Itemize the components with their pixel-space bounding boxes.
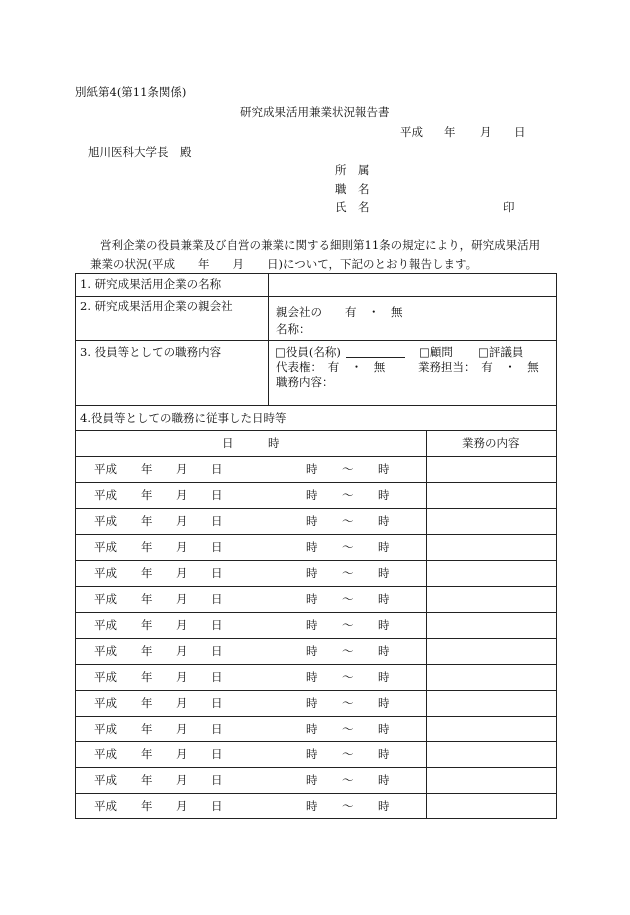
schedule-sep: ～ [342, 773, 354, 787]
schedule-to: 時 [378, 696, 390, 710]
schedule-y: 年 [141, 799, 153, 813]
councilor-checkbox[interactable]: □評議員 [478, 345, 524, 359]
schedule-era: 平成 [94, 670, 117, 684]
schedule-m: 月 [176, 722, 188, 736]
schedule-m: 月 [176, 488, 188, 502]
representative-right: 代表権： 有 ・ 無 [276, 360, 386, 374]
schedule-m: 月 [176, 644, 188, 658]
schedule-to: 時 [378, 566, 390, 580]
addressee: 旭川医科大学長 殿 [88, 145, 192, 159]
schedule-era: 平成 [94, 618, 117, 632]
schedule-era: 平成 [94, 488, 117, 502]
schedule-d: 日 [211, 670, 223, 684]
schedule-to: 時 [378, 644, 390, 658]
schedule-to: 時 [378, 747, 390, 761]
schedule-era: 平成 [94, 696, 117, 710]
schedule-era: 平成 [94, 799, 117, 813]
row4-label: 4.役員等としての職務に従事した日時等 [80, 411, 287, 425]
schedule-era: 平成 [94, 747, 117, 761]
column-work-content: 業務の内容 [462, 436, 520, 450]
body-line-1: 営利企業の役員兼業及び自営の兼業に関する細則第11条の規定により，研究成果活用 [100, 238, 541, 252]
schedule-to: 時 [378, 670, 390, 684]
schedule-from: 時 [306, 592, 318, 606]
schedule-sep: ～ [342, 592, 354, 606]
schedule-d: 日 [211, 566, 223, 580]
schedule-y: 年 [141, 644, 153, 658]
schedule-d: 日 [211, 696, 223, 710]
schedule-era: 平成 [94, 644, 117, 658]
schedule-y: 年 [141, 618, 153, 632]
schedule-sep: ～ [342, 799, 354, 813]
schedule-y: 年 [141, 696, 153, 710]
date-era: 平成 [400, 125, 423, 139]
affiliation-label: 所 属 [335, 163, 370, 177]
schedule-era: 平成 [94, 540, 117, 554]
position-label: 職 名 [335, 182, 370, 196]
schedule-d: 日 [211, 773, 223, 787]
body-line-2: 兼業の状況(平成 年 月 日)について，下記のとおり報告します。 [90, 257, 478, 271]
schedule-from: 時 [306, 722, 318, 736]
officer-checkbox[interactable]: □役員(名称) [275, 345, 341, 359]
schedule-d: 日 [211, 592, 223, 606]
schedule-y: 年 [141, 592, 153, 606]
schedule-to: 時 [378, 540, 390, 554]
schedule-sep: ～ [342, 540, 354, 554]
schedule-from: 時 [306, 696, 318, 710]
schedule-from: 時 [306, 540, 318, 554]
schedule-m: 月 [176, 618, 188, 632]
schedule-era: 平成 [94, 773, 117, 787]
schedule-y: 年 [141, 670, 153, 684]
date-year: 年 [444, 125, 456, 139]
schedule-m: 月 [176, 696, 188, 710]
schedule-m: 月 [176, 799, 188, 813]
schedule-m: 月 [176, 540, 188, 554]
name-label: 氏 名 [335, 200, 370, 214]
schedule-from: 時 [306, 514, 318, 528]
schedule-era: 平成 [94, 722, 117, 736]
date-day: 日 [514, 125, 526, 139]
schedule-m: 月 [176, 592, 188, 606]
schedule-m: 月 [176, 462, 188, 476]
schedule-from: 時 [306, 462, 318, 476]
schedule-era: 平成 [94, 462, 117, 476]
schedule-d: 日 [211, 540, 223, 554]
schedule-sep: ～ [342, 722, 354, 736]
schedule-to: 時 [378, 799, 390, 813]
schedule-y: 年 [141, 722, 153, 736]
schedule-sep: ～ [342, 747, 354, 761]
schedule-y: 年 [141, 540, 153, 554]
row2-label: 2. 研究成果活用企業の親会社 [80, 299, 233, 313]
duty-assignment: 業務担当： 有 ・ 無 [418, 360, 539, 374]
schedule-sep: ～ [342, 696, 354, 710]
schedule-d: 日 [211, 722, 223, 736]
schedule-sep: ～ [342, 566, 354, 580]
schedule-to: 時 [378, 592, 390, 606]
schedule-y: 年 [141, 488, 153, 502]
schedule-sep: ～ [342, 514, 354, 528]
schedule-m: 月 [176, 670, 188, 684]
schedule-y: 年 [141, 747, 153, 761]
row1-label: 1. 研究成果活用企業の名称 [80, 277, 222, 291]
schedule-from: 時 [306, 747, 318, 761]
schedule-y: 年 [141, 773, 153, 787]
schedule-from: 時 [306, 670, 318, 684]
schedule-y: 年 [141, 462, 153, 476]
schedule-y: 年 [141, 566, 153, 580]
schedule-d: 日 [211, 488, 223, 502]
schedule-to: 時 [378, 722, 390, 736]
schedule-m: 月 [176, 514, 188, 528]
schedule-from: 時 [306, 566, 318, 580]
schedule-m: 月 [176, 773, 188, 787]
schedule-sep: ～ [342, 618, 354, 632]
schedule-sep: ～ [342, 488, 354, 502]
schedule-era: 平成 [94, 566, 117, 580]
schedule-m: 月 [176, 747, 188, 761]
schedule-to: 時 [378, 773, 390, 787]
document-title: 研究成果活用兼業状況報告書 [240, 105, 390, 119]
schedule-d: 日 [211, 514, 223, 528]
schedule-to: 時 [378, 618, 390, 632]
schedule-to: 時 [378, 514, 390, 528]
seal-mark: 印 [503, 200, 515, 214]
date-month: 月 [480, 125, 492, 139]
schedule-d: 日 [211, 799, 223, 813]
schedule-to: 時 [378, 462, 390, 476]
schedule-from: 時 [306, 618, 318, 632]
schedule-d: 日 [211, 618, 223, 632]
schedule-from: 時 [306, 488, 318, 502]
schedule-to: 時 [378, 488, 390, 502]
schedule-d: 日 [211, 747, 223, 761]
column-datetime: 日 時 [222, 436, 280, 450]
schedule-d: 日 [211, 462, 223, 476]
schedule-d: 日 [211, 644, 223, 658]
form-number: 別紙第4(第11条関係) [75, 85, 187, 99]
advisor-checkbox[interactable]: □顧問 [419, 345, 453, 359]
duty-content: 職務内容： [276, 375, 334, 389]
schedule-sep: ～ [342, 462, 354, 476]
schedule-era: 平成 [94, 592, 117, 606]
parent-company-presence: 親会社の 有 ・ 無 [276, 305, 403, 319]
schedule-from: 時 [306, 644, 318, 658]
schedule-sep: ～ [342, 670, 354, 684]
schedule-y: 年 [141, 514, 153, 528]
schedule-era: 平成 [94, 514, 117, 528]
schedule-from: 時 [306, 773, 318, 787]
schedule-m: 月 [176, 566, 188, 580]
schedule-sep: ～ [342, 644, 354, 658]
parent-company-name: 名称： [276, 322, 311, 336]
schedule-from: 時 [306, 799, 318, 813]
row3-label: 3. 役員等としての職務内容 [80, 345, 222, 359]
